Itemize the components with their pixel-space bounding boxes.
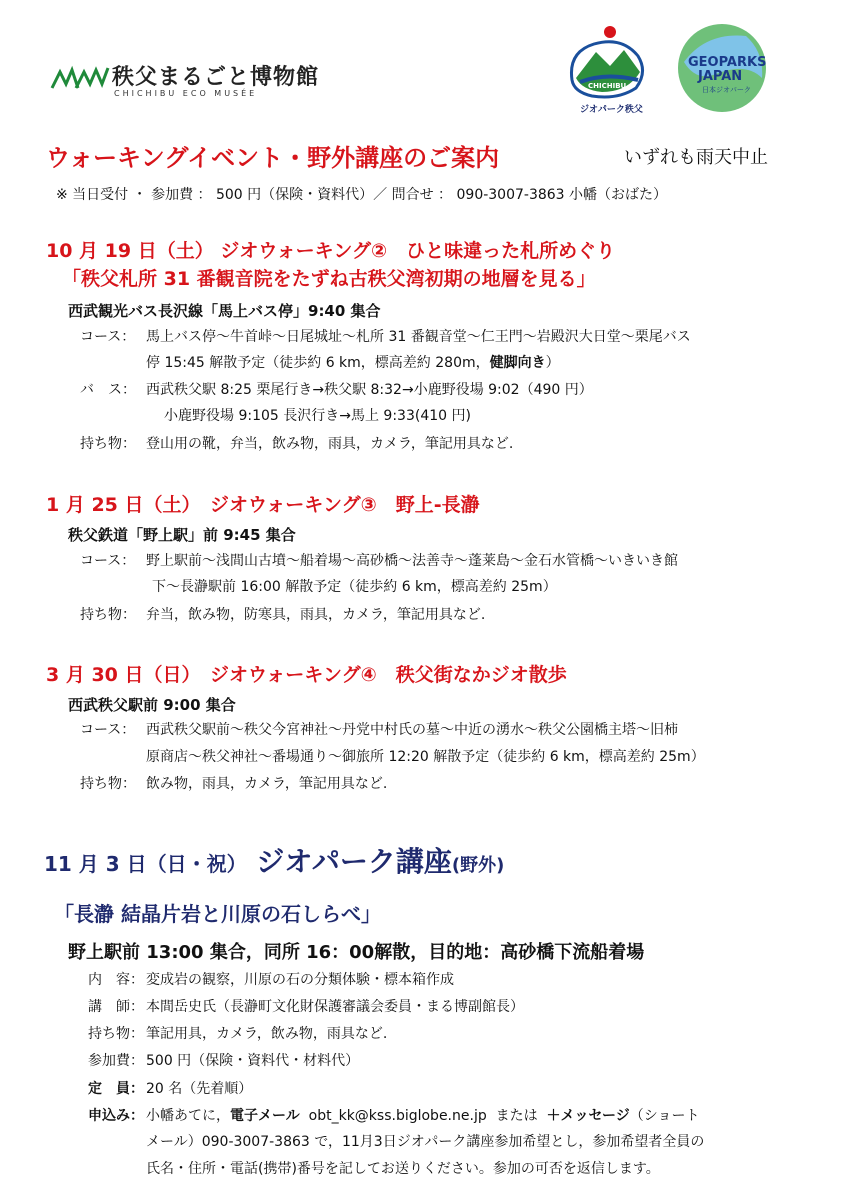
apply-email[interactable]: obt_kk@kss.biglobe.ne.jp [308,1108,487,1124]
lecture-apply-line2: メール）090-3007-3863 で，11月3日ジオパーク講座参加希望とし，参加希望者全員の [146,1134,705,1150]
event-1-bus-line2: 小鹿野役場 9:105 長沢行き→馬上 9:33(410 円) [164,408,471,424]
apply-plus-message: ＋メッセージ [546,1108,630,1124]
event-1-items-label: 持ち物： [80,436,136,452]
event-2-items: 弁当，飲み物，防寒具，雨具，カメラ，筆記用具など. [146,607,486,623]
event-3-title: 3 月 30 日（日） ジオウォーキング④ 秩父街なかジオ散歩 [46,664,567,686]
event-3-items: 飲み物，雨具，カメラ，筆記用具など. [146,776,388,792]
geopark-chichibu-logo-icon [558,22,654,118]
lecture-row-label: 定 員： [88,1081,144,1097]
lecture-row-label: 持ち物： [88,1026,144,1042]
lecture-title [44,840,504,880]
info-line: ※ 当日受付 ・ 参加費 ： 500 円（保険・資料代）／ 問合せ ： 090-3007-3863 小幡（おばた） [56,187,668,203]
event-1-course-line2 [146,352,560,372]
lecture-row-label: 内 容： [88,972,144,988]
event-1-title: 10 月 19 日（土） ジオウォーキング② ひと味違った札所めぐり [46,240,616,262]
event-1-meet: 西武観光バス長沢線「馬上バス停」9:40 集合 [68,302,381,320]
org-name: 秩父まるごと博物館 [112,65,320,90]
lecture-meet: 野上駅前 13:00 集合，同所 16：00解散，目的地：高砂橋下流船着場 [68,942,645,963]
event-2-course-line1: 野上駅前～浅間山古墳～船着場～高砂橋～法善寺～蓬莱島～金石水管橋～いきいき館 [146,553,678,569]
event-1-subtitle: 「秩父札所 31 番観音院をたずね古秩父湾初期の地層を見る」 [62,268,596,290]
event-3-meet: 西武秩父駅前 9:00 集合 [68,696,236,714]
svg-text:ジオパーク秩父: ジオパーク秩父 [580,105,643,115]
event-1-items: 登山用の靴，弁当，飲み物，雨具，カメラ，筆記用具など. [146,436,514,452]
event-3-course-line1: 西武秩父駅前～秩父今宮神社～丹党中村氏の墓～中近の湧水～秩父公園橋主塔～旧柿 [146,722,678,738]
apply-end: （ショート [629,1108,700,1124]
lecture-row-text: 20 名（先着順） [146,1081,253,1097]
page-title: ウォーキングイベント・野外講座のご案内 [46,144,500,172]
event-2-title: 1 月 25 日（土） ジオウォーキング③ 野上-長瀞 [46,494,480,516]
apply-mid: または [495,1108,538,1124]
lecture-subtitle: 「長瀞 結晶片岩と川原の石しらべ」 [54,902,381,926]
lecture-suffix: (野外) [451,855,505,876]
event-1-bus-line1: 西武秩父駅 8:25 栗尾行き→秩父駅 8:32→小鹿野役場 9:02（490 円） [146,382,593,398]
lecture-apply-label: 申込み： [88,1108,144,1124]
event-2-course-line2: 下～長瀞駅前 16:00 解散予定（徒歩約 6 km，標高差約 25m） [152,579,557,595]
lecture-row-text: 変成岩の観察，川原の石の分類体験・標本箱作成 [146,972,454,988]
apply-email-label: 電子メール [230,1108,300,1124]
event-2-course-label: コース： [80,553,136,569]
chichibu-eco-musee-logo-icon [50,62,110,92]
rain-cancel-note: いずれも雨天中止 [624,147,768,168]
event-2-items-label: 持ち物： [80,607,136,623]
event-1-course-line1: 馬上バス停～牛首峠～日尾城址～札所 31 番観音堂～仁王門～岩殿沢大日堂～栗尾バス [146,329,691,345]
lecture-row-text: 500 円（保険・資料代・材料代） [146,1053,360,1069]
lecture-date: 11 月 3 日（日・祝） [44,852,247,876]
event-1-course-line2-end: ） [545,355,560,371]
lecture-apply-line3: 氏名・住所・電話(携帯)番号を記してお送りください。参加の可否を返信します。 [146,1161,660,1177]
lecture-name: ジオパーク講座 [256,845,452,878]
event-2-meet: 秩父鉄道「野上駅」前 9:45 集合 [68,526,296,544]
svg-text:日本ジオパーク: 日本ジオパーク [702,86,751,94]
event-3-course-label: コース： [80,722,136,738]
lecture-row-text: 本間岳史氏（長瀞町文化財保護審議会委員・まる博副館長） [146,999,524,1015]
lecture-apply-line1 [146,1105,699,1125]
svg-text:JAPAN: JAPAN [698,69,743,84]
event-1-course-label: コース： [80,329,136,345]
lecture-row-label: 参加費： [88,1053,144,1069]
event-1-course-line2-text: 停 15:45 解散予定（徒歩約 6 km，標高差約 280m， [146,355,490,371]
event-1-bus-label: バ ス： [80,382,136,398]
svg-text:GEOPARKS: GEOPARKS [688,55,767,70]
lecture-row-text: 筆記用具，カメラ，飲み物，雨具など. [146,1026,388,1042]
svg-text:CHICHIBU: CHICHIBU [588,82,627,90]
apply-pre: 小幡あてに， [146,1108,230,1124]
event-3-course-line2: 原商店～秩父神社～番場通り～御旅所 12:20 解散予定（徒歩約 6 km，標高差約 25m） [146,749,705,765]
lecture-row-label: 講 師： [88,999,144,1015]
geoparks-japan-logo-icon [676,22,768,114]
event-1-difficulty: 健脚向き [489,355,546,371]
org-subtitle: CHICHIBU ECO MUSÉE [114,89,258,98]
event-3-items-label: 持ち物： [80,776,136,792]
